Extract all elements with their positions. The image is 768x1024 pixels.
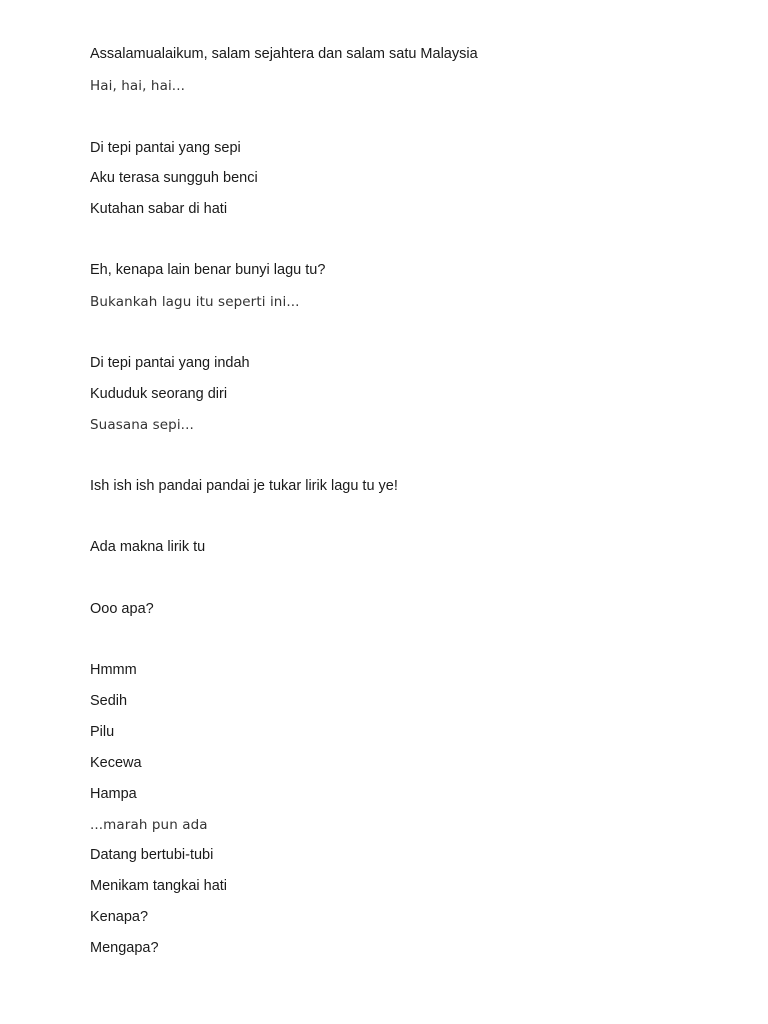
text-line: Hai, hai, hai...	[90, 78, 185, 94]
text-line: Mengapa?	[90, 940, 159, 956]
text-line: Kududuk seorang diri	[90, 386, 228, 402]
text-line: Datang bertubi-tubi	[90, 847, 214, 863]
text-line: Suasana sepi...	[90, 417, 194, 433]
text-line: Kenapa?	[90, 909, 149, 925]
text-line: Ish ish ish pandai pandai je tukar lirik lagu tu ye!	[90, 478, 398, 494]
text-line: Hampa	[90, 786, 137, 802]
text-line: Hmmm	[90, 662, 137, 678]
text-line: Di tepi pantai yang indah	[90, 355, 250, 371]
text-line: Menikam tangkai hati	[90, 878, 228, 894]
text-line: ...marah pun ada	[90, 817, 208, 833]
text-line: Ada makna lirik tu	[90, 539, 206, 555]
text-line: Eh, kenapa lain benar bunyi lagu tu?	[90, 262, 326, 278]
text-line: Di tepi pantai yang sepi	[90, 140, 241, 156]
text-line: Bukankah lagu itu seperti ini...	[90, 294, 300, 310]
text-line: Kecewa	[90, 755, 142, 771]
text-line: Aku terasa sungguh benci	[90, 170, 258, 186]
text-line: Assalamualaikum, salam sejahtera dan salam satu Malaysia	[90, 46, 478, 62]
text-line: Kutahan sabar di hati	[90, 201, 228, 217]
text-line: Sedih	[90, 693, 128, 709]
text-line: Pilu	[90, 724, 115, 740]
text-line: Ooo apa?	[90, 601, 154, 617]
